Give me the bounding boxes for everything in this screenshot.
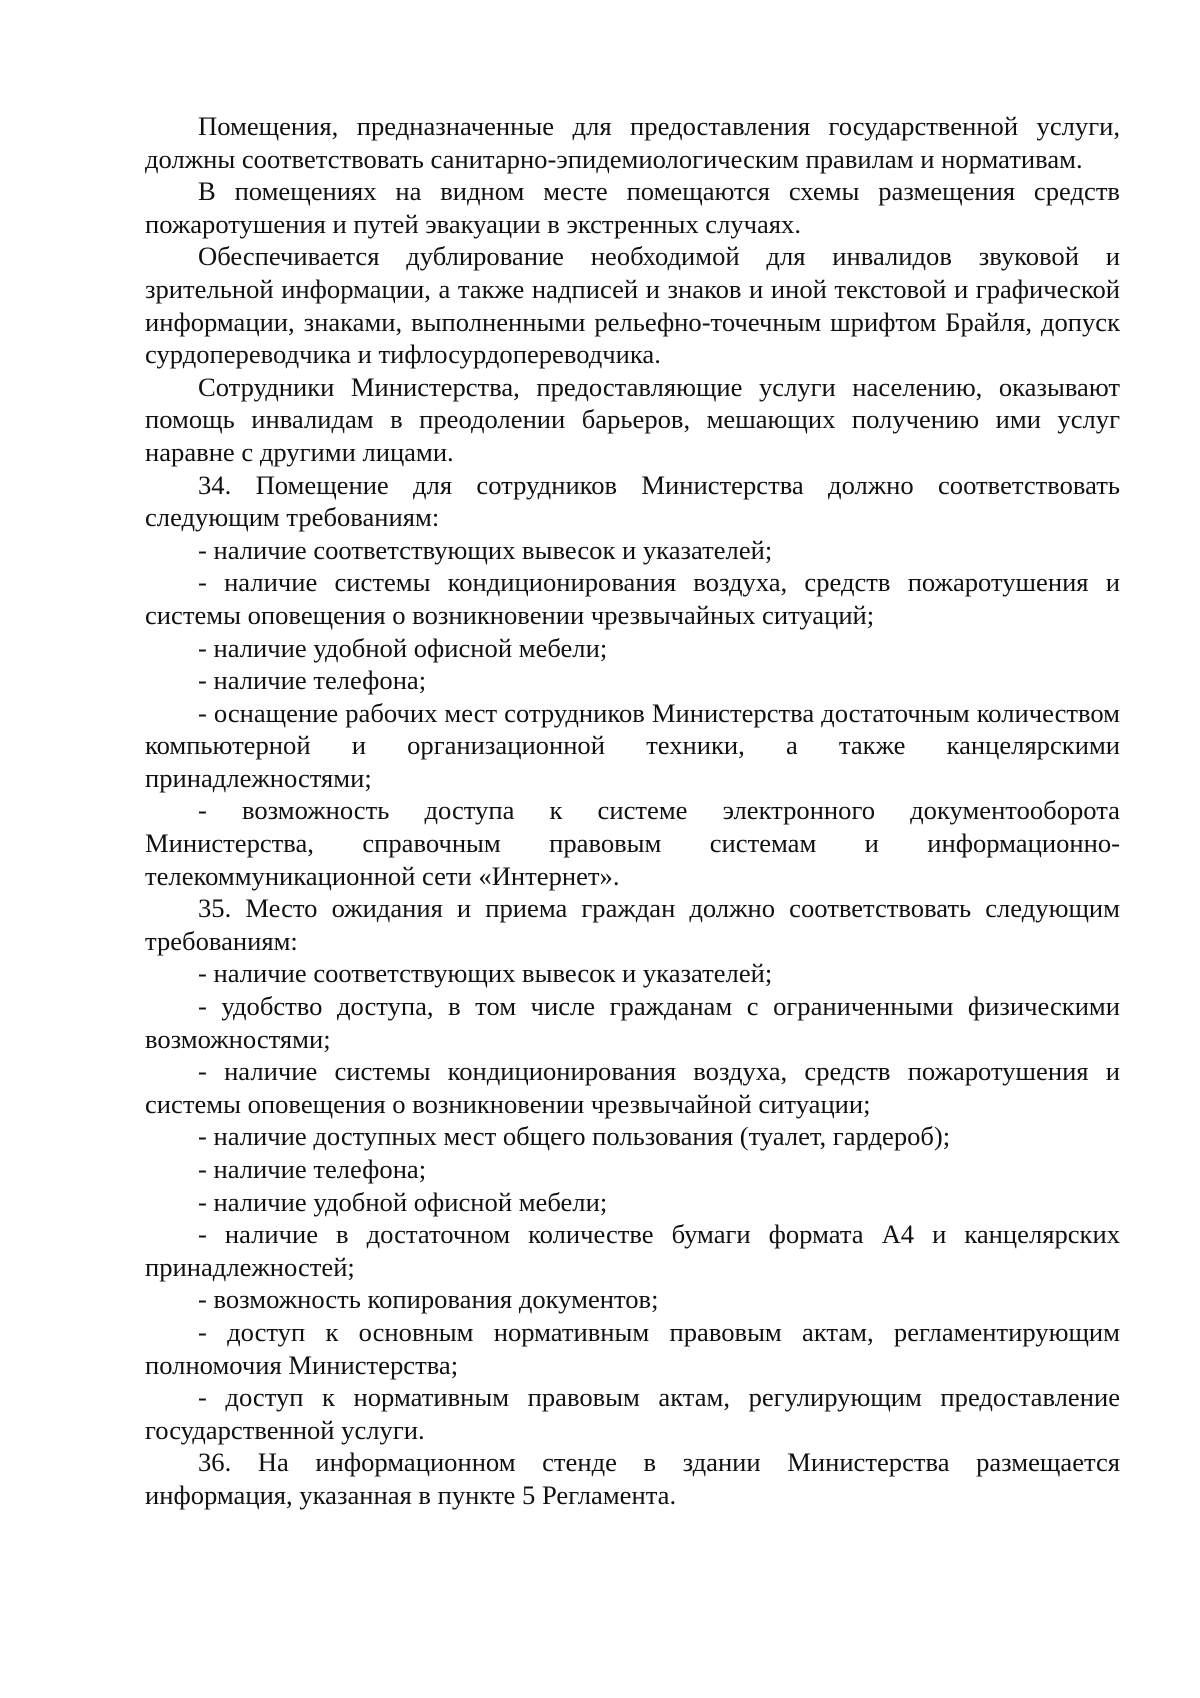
list-item: - наличие телефона; (198, 665, 427, 696)
paragraph-item-36: 36. На информационном стенде в здании Министерства размещается информация, указанная в пункте 5 Регламента. (145, 1447, 1120, 1510)
list-item: - возможность доступа к системе электронного документооборота Министерства, справочным правовым системам и информационно-телекоммуникационной сети «Интернет». (145, 795, 1120, 891)
list-item: - наличие доступных мест общего пользования (туалет, гардероб); (198, 1121, 951, 1152)
list-item: - доступ к нормативным правовым актам, регулирующим предоставление государственной услуги. (145, 1382, 1120, 1445)
list-item: - наличие системы кондиционирования воздуха, средств пожаротушения и системы оповещения о возникновении чрезвычайных ситуаций; (145, 567, 1120, 630)
list-item: - наличие системы кондиционирования воздуха, средств пожаротушения и системы оповещения о возникновении чрезвычайной ситуации; (145, 1056, 1120, 1119)
list-item: - наличие телефона; (198, 1154, 427, 1184)
list-item: - наличие в достаточном количестве бумаги формата А4 и канцелярских принадлежностей; (145, 1219, 1120, 1282)
paragraph-accessibility-duplication: Обеспечивается дублирование необходимой для инвалидов звуковой и зрительной информации, а также надписей и знаков и иной текстовой и графической информации, знаками, выполненными рельефно-точечным шрифтом Брайля, допуск сурдопереводчика и тифлосурдопереводчика. (145, 241, 1120, 370)
document-page (145, 110, 1120, 1512)
paragraph-evacuation-schemes: В помещениях на видном месте помещаются схемы размещения средств пожаротушения и путей эвакуации в экстренных случаях. (145, 176, 1120, 239)
paragraph-premises-sanitary: Помещения, предназначенные для предоставления государственной услуги, должны соответствовать санитарно-эпидемиологическим правилам и нормативам. (145, 111, 1120, 174)
list-item: - удобство доступа, в том числе гражданам с ограниченными физическими возможностями; (145, 991, 1120, 1054)
list-item: - доступ к основным нормативным правовым актам, регламентирующим полномочия Министерства; (145, 1316, 1120, 1380)
list-item: - наличие удобной офисной мебели; (198, 1186, 608, 1217)
list-item: - оснащение рабочих мест сотрудников Министерства достаточным количеством компьютерной и организационной техники, а также канцелярскими принадлежностями; (145, 697, 1120, 793)
list-item: - наличие соответствующих вывесок и указателей; (198, 534, 773, 565)
paragraph-item-34: 34. Помещение для сотрудников Министерства должно соответствовать следующим требованиям: (145, 469, 1120, 533)
list-item: - наличие удобной офисной мебели; (198, 632, 608, 663)
paragraph-item-35: 35. Место ожидания и приема граждан должно соответствовать следующим требованиям: (145, 893, 1120, 956)
list-item: - возможность копирования документов; (198, 1284, 659, 1315)
paragraph-staff-assistance: Сотрудники Министерства, предоставляющие услуги населению, оказывают помощь инвалидам в преодолении барьеров, мешающих получению ими услуг наравне с другими лицами. (145, 371, 1120, 467)
list-item: - наличие соответствующих вывесок и указателей; (198, 958, 773, 989)
